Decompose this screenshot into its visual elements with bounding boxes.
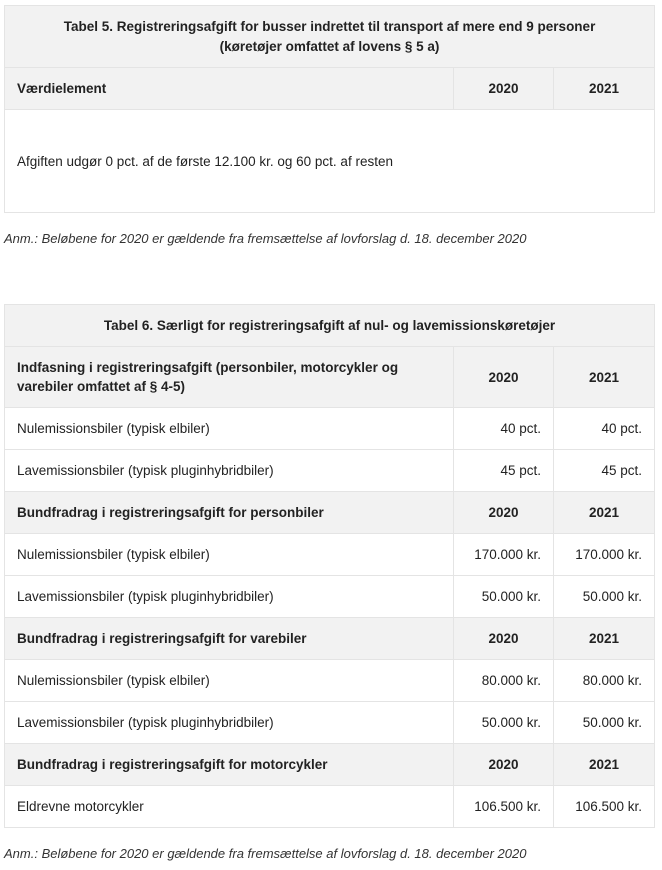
column-header-2020: 2020 [454, 492, 554, 534]
row-text: Afgiften udgør 0 pct. af de første 12.100 kr. og 60 pct. af resten [5, 110, 655, 213]
column-header-2021: 2021 [554, 347, 655, 408]
value-2020: 106.500 kr. [454, 786, 554, 828]
column-header-2020: 2020 [454, 744, 554, 786]
value-2021: 170.000 kr. [554, 534, 655, 576]
value-2020: 50.000 kr. [454, 702, 554, 744]
column-header-label: Værdielement [5, 68, 454, 110]
value-2020: 45 pct. [454, 450, 554, 492]
value-2021: 106.500 kr. [554, 786, 655, 828]
column-header-2020: 2020 [454, 68, 554, 110]
table-row [5, 660, 655, 702]
table-row [5, 408, 655, 450]
section-header-label: Bundfradrag i registreringsafgift for motorcykler [5, 744, 454, 786]
value-2021: 80.000 kr. [554, 660, 655, 702]
table-title-row [5, 6, 655, 68]
section-header-row [5, 618, 655, 660]
row-label: Lavemissionsbiler (typisk pluginhybridbiler) [5, 702, 454, 744]
value-2020: 50.000 kr. [454, 576, 554, 618]
column-header-2021: 2021 [554, 744, 655, 786]
value-2021: 40 pct. [554, 408, 655, 450]
row-label: Eldrevne motorcykler [5, 786, 454, 828]
table-6 [4, 304, 655, 828]
value-2020: 40 pct. [454, 408, 554, 450]
table-row [5, 702, 655, 744]
column-header-2020: 2020 [454, 618, 554, 660]
row-label: Nulemissionsbiler (typisk elbiler) [5, 660, 454, 702]
table-5 [4, 5, 655, 213]
table-title: Tabel 6. Særligt for registreringsafgift af nul- og lavemissionskøretøjer [5, 305, 655, 347]
table-title [5, 6, 655, 68]
table-row [5, 534, 655, 576]
column-header-2021: 2021 [554, 618, 655, 660]
column-header-2021: 2021 [554, 492, 655, 534]
value-2020: 170.000 kr. [454, 534, 554, 576]
table-row [5, 576, 655, 618]
table-header-row [5, 68, 655, 110]
row-label: Nulemissionsbiler (typisk elbiler) [5, 534, 454, 576]
value-2020: 80.000 kr. [454, 660, 554, 702]
value-2021: 45 pct. [554, 450, 655, 492]
table-5-note: Anm.: Beløbene for 2020 er gældende fra fremsættelse af lovforslag d. 18. december 2020 [4, 231, 527, 246]
table-row [5, 450, 655, 492]
section-header-row [5, 347, 655, 408]
row-label: Lavemissionsbiler (typisk pluginhybridbiler) [5, 450, 454, 492]
table-row [5, 786, 655, 828]
table-title-line-1: Tabel 5. Registreringsafgift for busser indrettet til transport af mere end 9 personer [63, 18, 596, 34]
section-header-label: Bundfradrag i registreringsafgift for varebiler [5, 618, 454, 660]
table-6-note: Anm.: Beløbene for 2020 er gældende fra fremsættelse af lovforslag d. 18. december 2020 [4, 846, 527, 861]
row-label: Nulemissionsbiler (typisk elbiler) [5, 408, 454, 450]
section-header-row [5, 492, 655, 534]
value-2021: 50.000 kr. [554, 576, 655, 618]
section-header-row [5, 744, 655, 786]
table-title-line-2: (køretøjer omfattet af lovens § 5 a) [219, 38, 440, 54]
section-header-label: Bundfradrag i registreringsafgift for personbiler [5, 492, 454, 534]
row-label: Lavemissionsbiler (typisk pluginhybridbiler) [5, 576, 454, 618]
column-header-2021: 2021 [554, 68, 655, 110]
column-header-2020: 2020 [454, 347, 554, 408]
value-2021: 50.000 kr. [554, 702, 655, 744]
table-title-row [5, 305, 655, 347]
section-header-label: Indfasning i registreringsafgift (personbiler, motorcykler og varebiler omfattet af § 4-5) [5, 347, 454, 408]
table-row [5, 110, 655, 213]
